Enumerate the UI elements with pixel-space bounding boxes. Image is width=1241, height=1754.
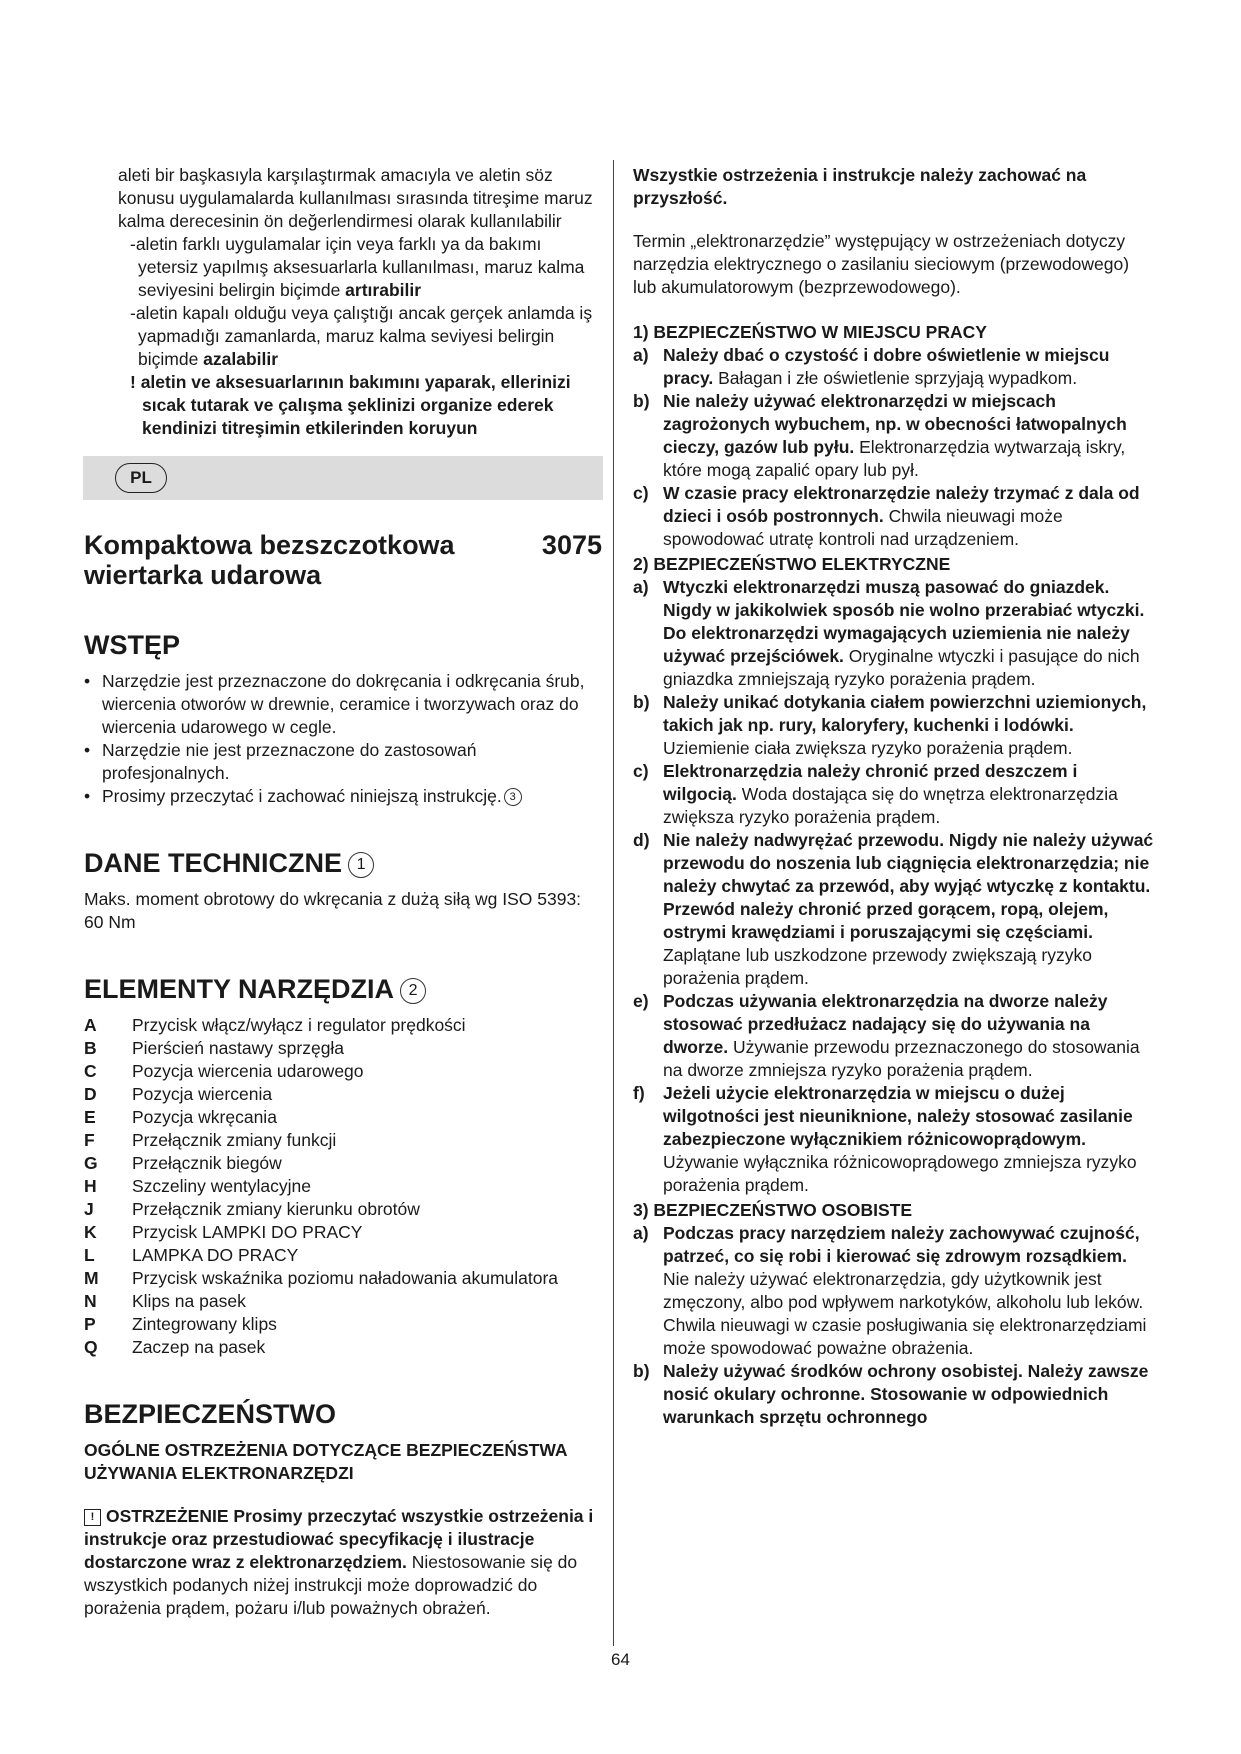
section-heading: 2) BEZPIECZEŃSTWO ELEKTRYCZNE bbox=[633, 554, 951, 574]
rule-item: a) Należy dbać o czystość i dobre oświetlenie w miejscu pracy. Bałagan i złe oświetlenie sprzyjają wypadkom. bbox=[633, 345, 1110, 388]
rule-item: b) Należy używać środków ochrony osobistej. Należy zawsze nosić okulary ochronne. Stosowanie w odpowiednich warunkach sprzętu ochronnego bbox=[633, 1361, 1149, 1427]
tech-text: Maks. moment obrotowy do wkręcania z dużą siłą wg ISO 5393: 60 Nm bbox=[84, 889, 582, 932]
rule-item: c) Elektronarzędzia należy chronić przed deszczem i wilgocią. Woda dostająca się do wnętrza elektronarzędzia zwiększa ryzyko porażenia prądem. bbox=[633, 761, 1118, 827]
keep-instructions: Wszystkie ostrzeżenia i instrukcje należy zachować na przyszłość. bbox=[633, 165, 1087, 208]
safety-heading: BEZPIECZEŃSTWO bbox=[84, 1399, 337, 1429]
tech-heading: DANE TECHNICZNE 1 bbox=[84, 848, 602, 878]
page-number: 64 bbox=[611, 1650, 630, 1669]
component-row: K Przycisk LAMPKI DO PRACY bbox=[84, 1222, 363, 1242]
component-row: F Przełącznik zmiany funkcji bbox=[84, 1130, 337, 1150]
section-heading: 3) BEZPIECZEŃSTWO OSOBISTE bbox=[633, 1200, 913, 1220]
right-column bbox=[633, 164, 1155, 1429]
tr-intro-text: aleti bir başkasıyla karşılaştırmak amacıyla ve aletin söz konusu uygulamalarda kullanılması sırasında titreşime maruz kalma derecesinin ön değerlendirmesi olarak kullanılabilir bbox=[118, 165, 593, 231]
intro-bullet: • Narzędzie nie jest przeznaczone do zastosowań profesjonalnych. bbox=[84, 739, 602, 785]
rule-item: b) Należy unikać dotykania ciałem powierzchni uziemionych, takich jak np. rury, kaloryfery, kuchenki i lodówki. Uziemienie ciała zwiększa ryzyko porażenia prądem. bbox=[633, 692, 1147, 758]
rule-item: c) W czasie pracy elektronarzędzie należy trzymać z dala od dzieci i osób postronnych. Chwila nieuwagi może spowodować utratę kontroli nad urządzeniem. bbox=[633, 483, 1140, 549]
intro-heading: WSTĘP bbox=[84, 630, 181, 660]
figure-ref-icon: 2 bbox=[400, 978, 426, 1004]
elements-heading: ELEMENTY NARZĘDZIA 2 bbox=[84, 974, 602, 1004]
language-band bbox=[83, 456, 603, 500]
component-row: E Pozycja wkręcania bbox=[84, 1107, 277, 1127]
rule-item: b) Nie należy używać elektronarzędzi w miejscach zagrożonych wybuchem, np. w obecności łatwopalnych cieczy, gazów lub pyłu. Elektronarzędzia wytwarzają iskry, które mogą zapalić opary lub pył. bbox=[633, 391, 1127, 480]
column-divider bbox=[613, 160, 614, 1646]
rule-item: a) Wtyczki elektronarzędzi muszą pasować do gniazdek. Nigdy w jakikolwiek sposób nie wolno przerabiać wtyczki. Do elektronarzędzi wymagających uziemienia nie należy używać przejściówek. Oryginalne wtyczki i pasujące do nich gniazdka zmniejszają ryzyko porażenia prądem. bbox=[633, 577, 1145, 689]
rule-item: e) Podczas używania elektronarzędzia na dworze należy stosować przedłużacz nadający się do używania na dworze. Używanie przewodu przeznaczonego do stosowania na dworze zmniejsza ryzyko porażenia prądem. bbox=[633, 991, 1140, 1080]
tr-item-1: -aletin farklı uygulamalar için veya farklı ya da bakımı yetersiz yapılmış aksesuarlarla kullanılması, maruz kalma seviyesini belirgin biçimde artırabilir bbox=[130, 234, 585, 300]
component-row: P Zintegrowany klips bbox=[84, 1314, 277, 1334]
intro-bullets bbox=[84, 670, 602, 808]
tr-item-2: -aletin kapalı olduğu veya çalıştığı ancak gerçek anlamda iş yapmadığı zamanlarda, maruz kalma seviyesi belirgin biçimde azalabilir bbox=[130, 303, 593, 369]
product-number: 3075 bbox=[541, 530, 602, 560]
left-column bbox=[84, 164, 602, 1620]
intro-bullet: • Prosimy przeczytać i zachować niniejszą instrukcję. 3 bbox=[84, 785, 602, 808]
tr-bold-warning: ! aletin ve aksesuarlarının bakımını yaparak, ellerinizi sıcak tutarak ve çalışma şeklinizi organize ederek kendinizi titreşimin etkilerinden koruyun bbox=[130, 372, 571, 438]
figure-ref-icon: 1 bbox=[348, 852, 374, 878]
language-badge: PL bbox=[115, 463, 167, 493]
component-row: A Przycisk włącz/wyłącz i regulator prędkości bbox=[84, 1015, 466, 1035]
rule-item: f) Jeżeli użycie elektronarzędzia w miejscu o dużej wilgotności jest nieuniknione, należy stosować zasilanie zabezpieczone wyłącznikiem różnicowoprądowym. Używanie wyłącznika różnicowoprądowego zmniejsza ryzyko porażenia prądem. bbox=[633, 1083, 1137, 1195]
component-row: C Pozycja wiercenia udarowego bbox=[84, 1061, 364, 1081]
component-row: D Pozycja wiercenia bbox=[84, 1084, 273, 1104]
figure-ref-icon: 3 bbox=[504, 788, 522, 806]
rule-item: d) Nie należy nadwyrężać przewodu. Nigdy nie należy używać przewodu do noszenia lub ciągnięcia elektronarzędzia; nie należy chwytać za przewód, aby wyjąć wtyczkę z kontaktu. Przewód należy chronić przed gorącem, ropą, olejem, ostrymi krawędziami i poruszającymi się częściami. Zaplątane lub uszkodzone przewody zwiększają ryzyko porażenia prądem. bbox=[633, 830, 1154, 988]
component-row: M Przycisk wskaźnika poziomu naładowania akumulatora bbox=[84, 1268, 559, 1288]
term-definition: Termin „elektronarzędzie” występujący w ostrzeżeniach dotyczy narzędzia elektrycznego o zasilaniu sieciowym (przewodowego) lub akumulatorowym (bezprzewodowego). bbox=[633, 231, 1130, 297]
component-row: Q Zaczep na pasek bbox=[84, 1337, 266, 1357]
warning-paragraph: ! OSTRZEŻENIE Prosimy przeczytać wszystkie ostrzeżenia i instrukcje oraz przestudiować specyfikację i ilustracje dostarczone wraz z elektronarzędziem. Niestosowanie się do wszystkich podanych niżej instrukcji może doprowadzić do porażenia prądem, pożaru i/lub poważnych obrażeń. bbox=[84, 1506, 594, 1618]
safety-subheading: OGÓLNE OSTRZEŻENIA DOTYCZĄCE BEZPIECZEŃSTWA UŻYWANIA ELEKTRONARZĘDZI bbox=[84, 1440, 567, 1483]
component-row: L LAMPKA DO PRACY bbox=[84, 1245, 299, 1265]
rule-item: a) Podczas pracy narzędziem należy zachowywać czujność, patrzeć, co się robi i kierować się zdrowym rozsądkiem. Nie należy używać elektronarzędzia, gdy użytkownik jest zmęczony, albo pod wpływem narkotyków, alkoholu lub leków. Chwila nieuwagi w czasie posługiwania się elektronarzędziami może spowodować poważne obrażenia. bbox=[633, 1223, 1147, 1358]
component-row: G Przełącznik biegów bbox=[84, 1153, 282, 1173]
components-list bbox=[84, 1014, 602, 1359]
intro-bullet: • Narzędzie jest przeznaczone do dokręcania i odkręcania śrub, wiercenia otworów w drewnie, ceramice i tworzywach oraz do wiercenia udarowego w cegle. bbox=[84, 670, 602, 739]
component-row: H Szczeliny wentylacyjne bbox=[84, 1176, 311, 1196]
component-row: B Pierścień nastawy sprzęgła bbox=[84, 1038, 345, 1058]
section-heading: 1) BEZPIECZEŃSTWO W MIEJSCU PRACY bbox=[633, 322, 987, 342]
product-name: Kompaktowa bezszczotkowa wiertarka udarowa bbox=[84, 530, 455, 590]
component-row: J Przełącznik zmiany kierunku obrotów bbox=[84, 1199, 420, 1219]
product-title bbox=[84, 530, 602, 590]
warning-icon: ! bbox=[84, 1509, 101, 1526]
component-row: N Klips na pasek bbox=[84, 1291, 246, 1311]
